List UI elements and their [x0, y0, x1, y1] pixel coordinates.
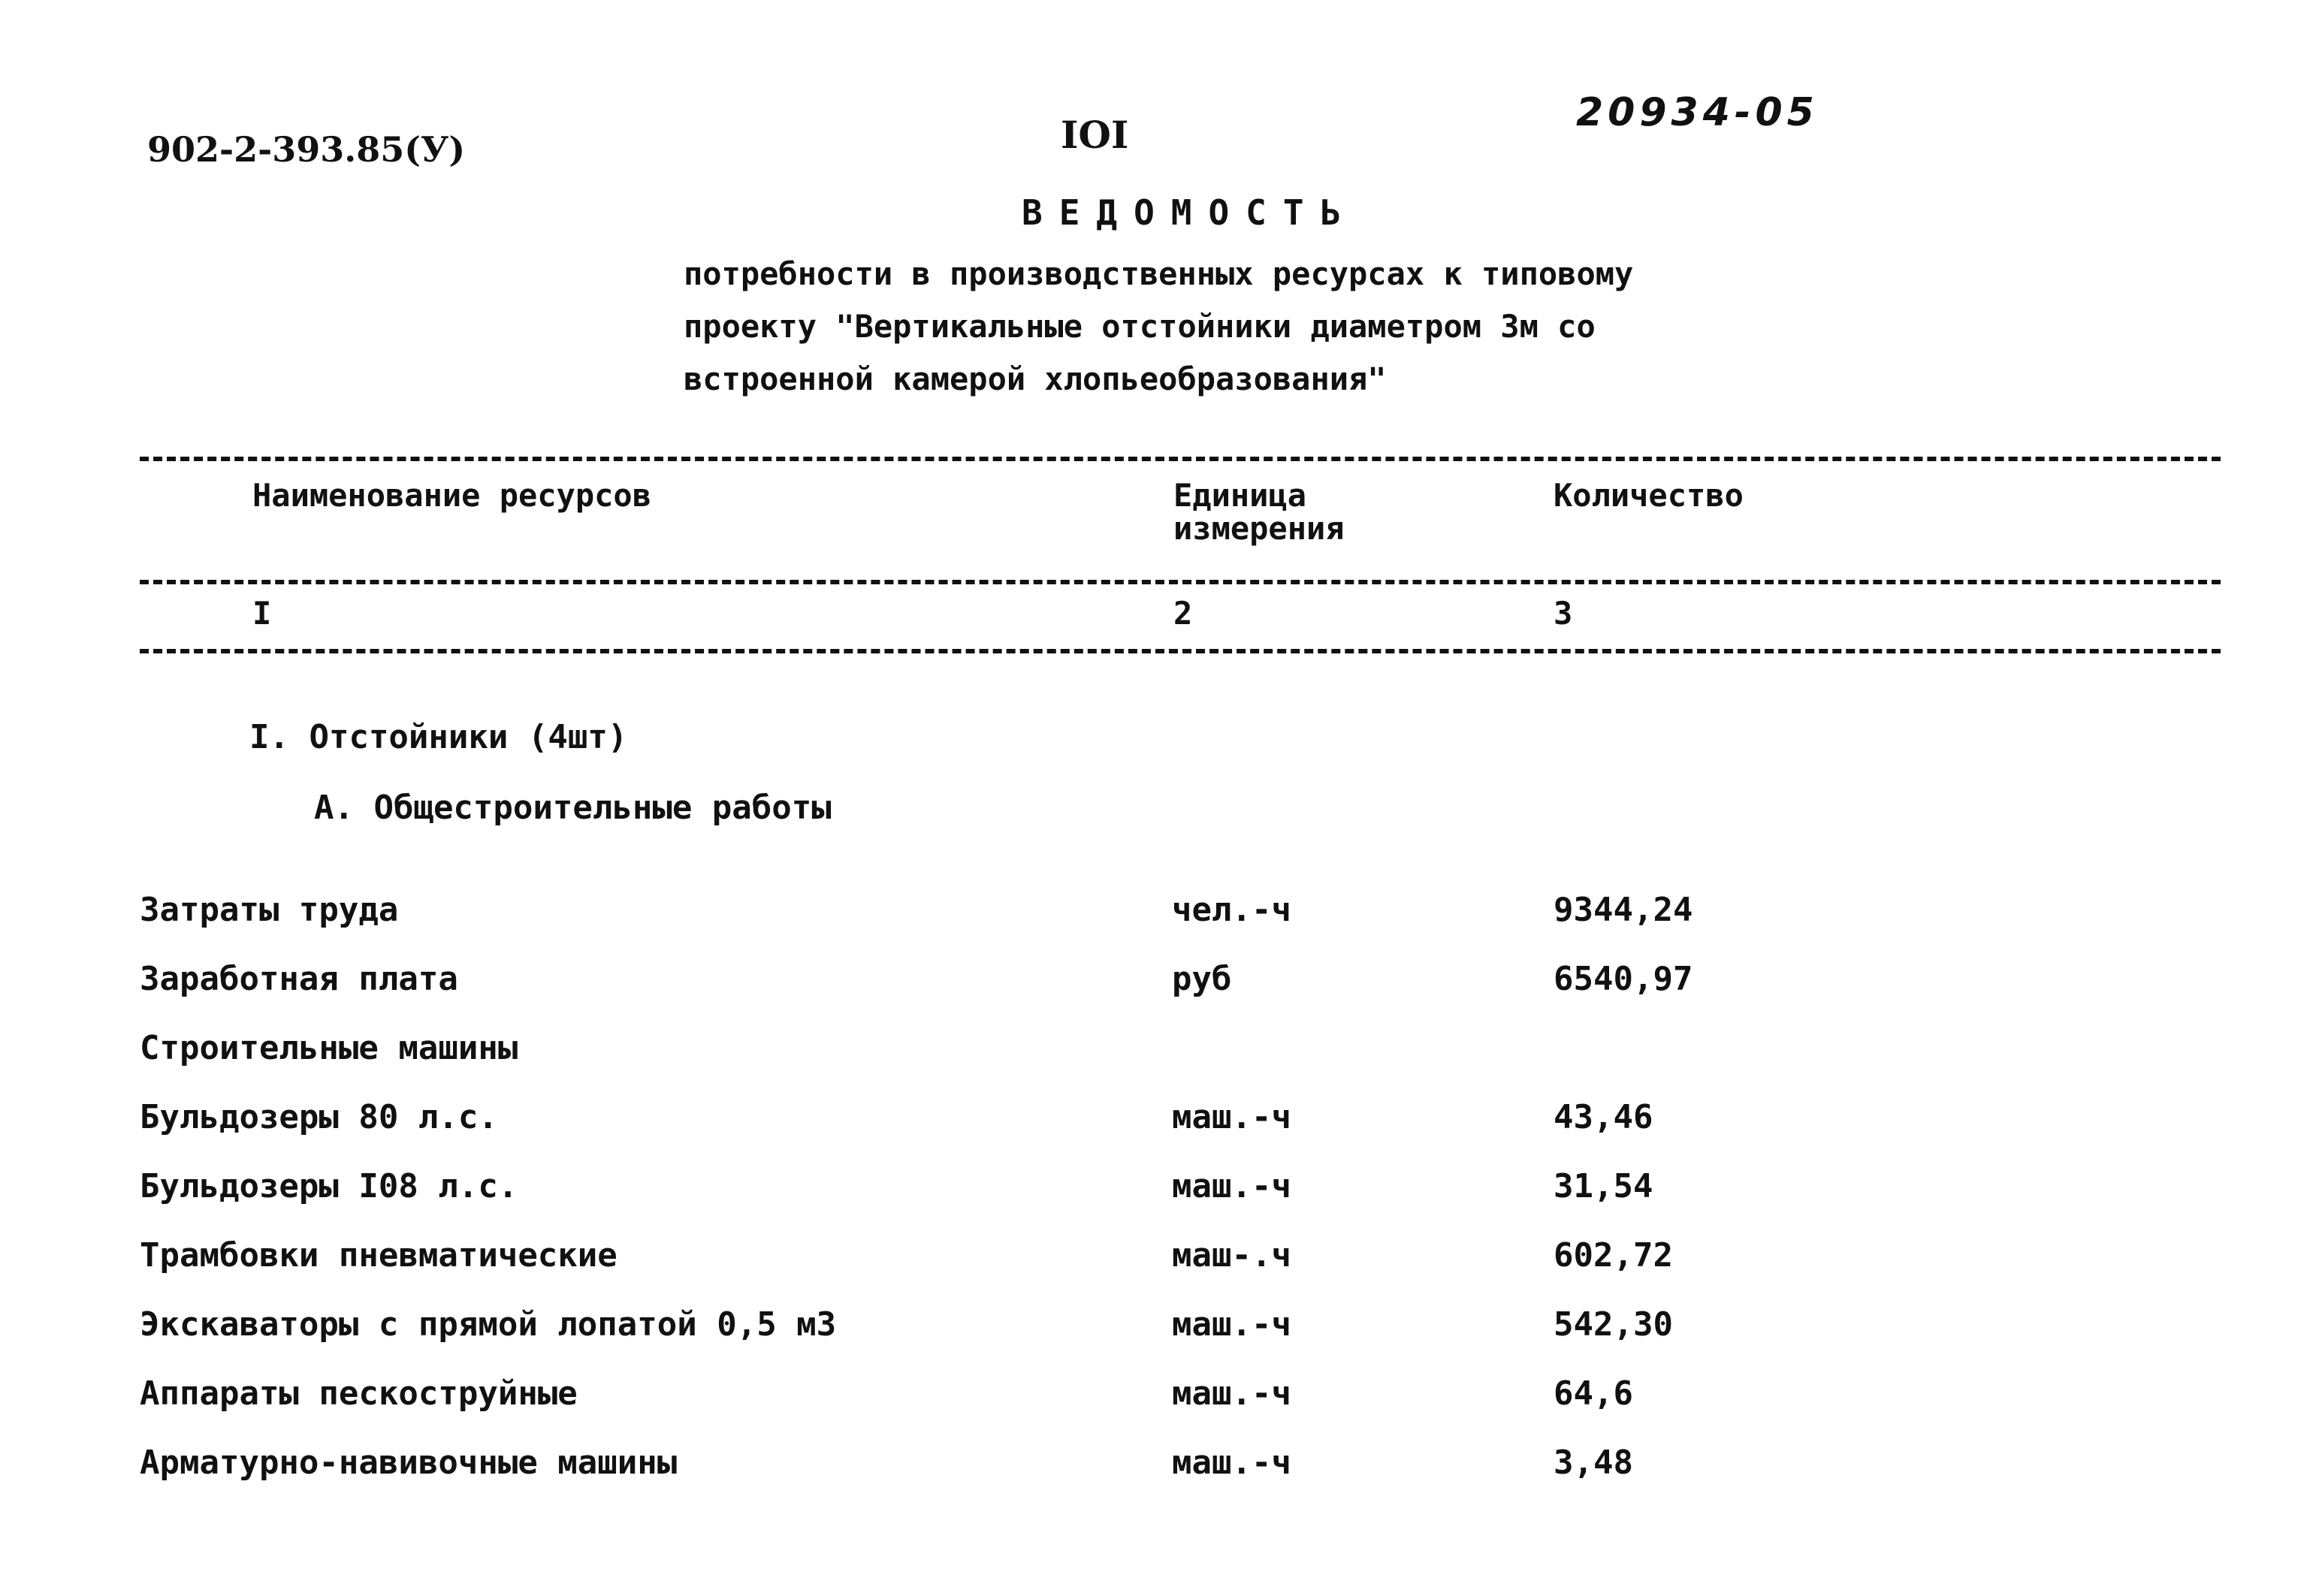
document-code: 902-2-393.85(У) — [147, 129, 466, 170]
row-name: Затраты труда — [140, 891, 399, 929]
subtitle-line: проекту "Вертикальные отстойники диаметром 3м со — [684, 308, 1596, 345]
row-unit: маш.-ч — [1172, 1167, 1291, 1205]
row-unit: маш.-ч — [1172, 1098, 1291, 1136]
row-name: Заработная плата — [140, 960, 458, 998]
row-quantity: 602,72 — [1554, 1236, 1673, 1275]
row-name: Экскаваторы с прямой лопатой 0,5 м3 — [140, 1305, 837, 1344]
column-number-1: I — [252, 595, 272, 632]
row-name: Арматурно-навивочные машины — [140, 1444, 678, 1482]
row-unit: маш-.ч — [1172, 1236, 1291, 1275]
row-name: Строительные машины — [140, 1029, 518, 1067]
row-quantity: 3,48 — [1554, 1444, 1633, 1482]
row-quantity: 31,54 — [1554, 1167, 1653, 1205]
column-header-unit-line2: измерения — [1173, 510, 1345, 547]
column-header-unit-line1: Единица — [1173, 477, 1307, 514]
page-number: IOI — [1061, 113, 1129, 157]
document-subtitle — [684, 248, 1633, 406]
row-unit: руб — [1172, 960, 1232, 998]
row-unit: маш.-ч — [1172, 1444, 1291, 1482]
column-header-name: Наименование ресурсов — [252, 477, 652, 514]
row-unit: чел.-ч — [1172, 891, 1291, 929]
row-quantity: 6540,97 — [1554, 960, 1693, 998]
column-number-2: 2 — [1173, 595, 1193, 632]
row-unit: маш.-ч — [1172, 1374, 1291, 1413]
table-top-rule — [140, 457, 2221, 461]
row-name: Трамбовки пневматические — [140, 1236, 618, 1275]
row-unit: маш.-ч — [1172, 1305, 1291, 1344]
row-name: Бульдозеры I08 л.с. — [140, 1167, 518, 1205]
column-header-quantity: Количество — [1554, 477, 1744, 514]
row-quantity: 9344,24 — [1554, 891, 1693, 929]
row-quantity: 43,46 — [1554, 1098, 1653, 1136]
document-title: ВЕДОМОСТЬ — [1022, 192, 1358, 233]
row-name: Аппараты пескоструйные — [140, 1374, 578, 1413]
column-number-3: 3 — [1554, 595, 1573, 632]
section-heading: I. Отстойники (4шт) — [249, 718, 628, 756]
column-header-unit — [1173, 479, 1345, 545]
handwritten-number: 20934-05 — [1576, 90, 1819, 135]
row-quantity: 64,6 — [1554, 1374, 1633, 1413]
table-numbers-rule — [140, 649, 2221, 653]
subtitle-line: встроенной камерой хлопьеобразования" — [684, 361, 1387, 397]
row-quantity: 542,30 — [1554, 1305, 1673, 1344]
subtitle-line: потребности в производственных ресурсах к типовому — [684, 255, 1634, 292]
row-name: Бульдозеры 80 л.с. — [140, 1098, 498, 1136]
table-header-rule — [140, 580, 2221, 584]
section-subheading: А. Общестроительные работы — [314, 789, 832, 827]
